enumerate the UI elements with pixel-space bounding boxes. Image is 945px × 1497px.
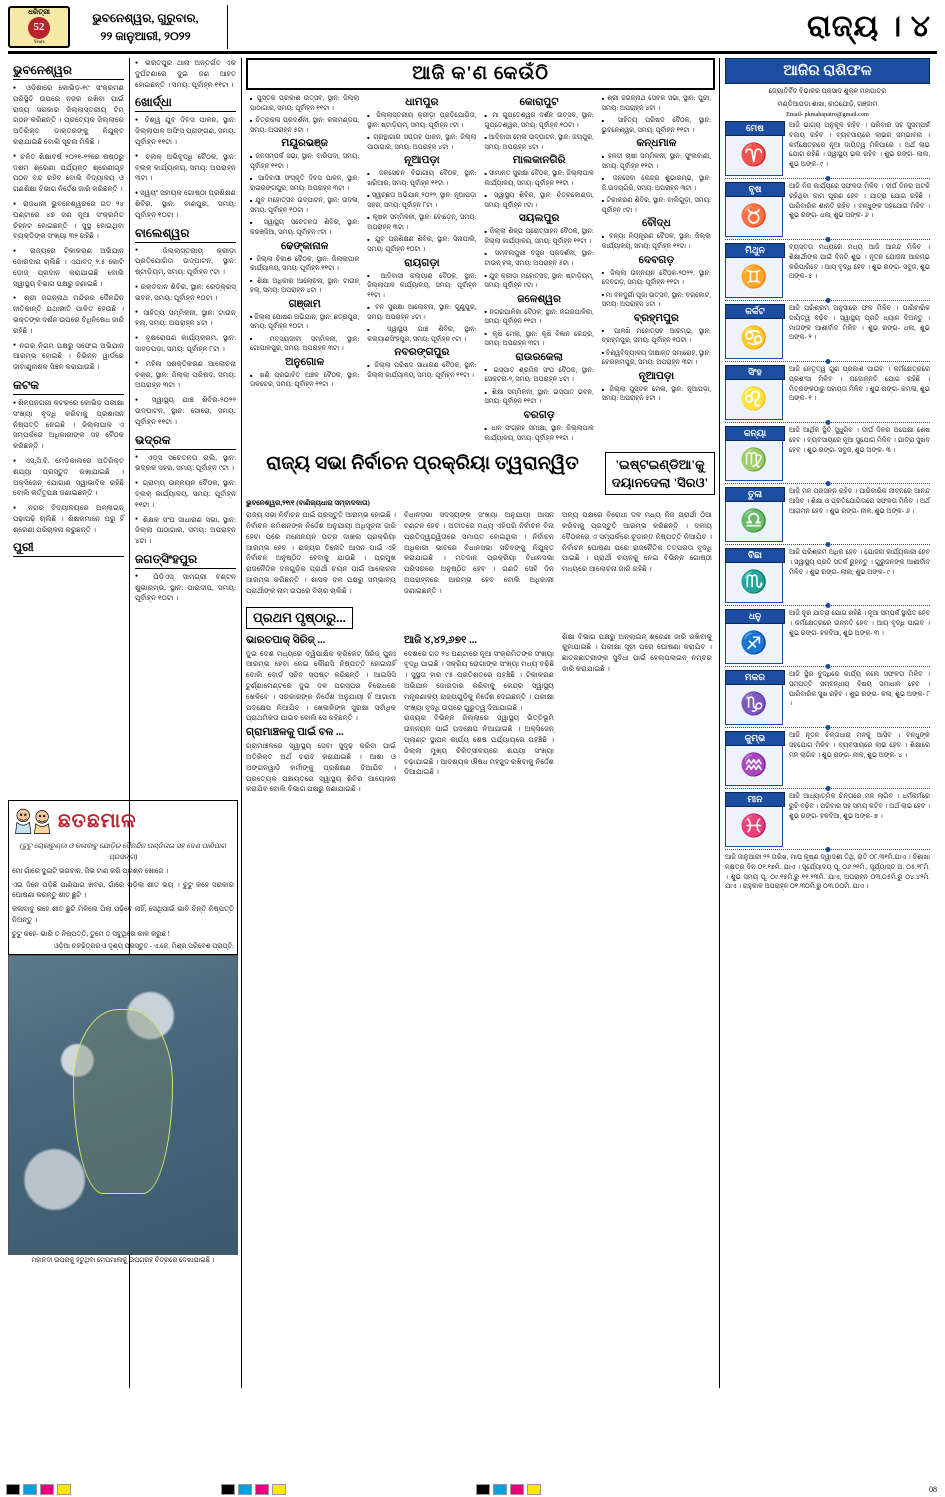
cartoon-box (8, 800, 238, 955)
event-item: ■ ମତ୍ସ୍ୟଜୀବୀ ସମ୍ମିଳନୀ, ସ୍ଥାନ: ଗୋପାଳପୁର, ସମୟ: ଅପରାହ୍ନ ୩ଟା । (250, 335, 359, 354)
swatch-black (221, 1484, 235, 1495)
brief-item: ● ଶିଳ୍ପନଗରୀ କଟକରେ କୋଭିଡ଼ ପରୀକ୍ଷା ସଂଖ୍ୟା ବୃଦ୍ଧି କରିବାକୁ ପ୍ରଶାସନ ନିଷ୍ପତ୍ତି ନେଇଛି । ଜିଲ୍ଲାପାଳ ଏ ସମ୍ପର୍କରେ ଅଧିକାରୀଙ୍କ ସହ ବୈଠକ କରିଛନ୍ତି । (13, 398, 124, 452)
lead-body-columns (246, 510, 715, 596)
sign-name: ମେଷ (725, 121, 785, 136)
divider (725, 727, 930, 728)
newspaper-logo (8, 6, 70, 48)
city-block (13, 63, 124, 373)
city-heading: ଭୁବନେଶ୍ୱର (13, 63, 124, 80)
print-registration-bar (0, 1481, 945, 1497)
section-title: ରାଜ୍ୟ । ୪ (806, 9, 931, 43)
event-item: ■ ଶିକ୍ଷା ଅଧିକାର ଆଲୋଚନା, ସ୍ଥାନ: ଟାଉନ୍ ହଲ୍, ସମୟ: ଅପରାହ୍ନ ୪ଟା । (250, 277, 359, 296)
event-item: ■ ବନ ସୁରକ୍ଷା ଆଲୋଚନା, ସ୍ଥାନ: ଗୁଣୁପୁର, ସମୟ: ଅପରାହ୍ନ ୪ଟା । (367, 303, 476, 322)
sign-badge (725, 121, 785, 176)
event-item: ■ ଶିକ୍ଷା ସମ୍ମିଳନୀ, ସ୍ଥାନ: ଇସ୍‌ପାତ ଭବନ, ସମୟ: ପୂର୍ବାହ୍ନ ୧୧ଟା । (485, 388, 594, 407)
sign-name: ମିଥୁନ (725, 243, 785, 258)
sign-prediction: ଆଜି ମନ ପ୍ରସନ୍ନ ରହିବ । ପାରିବାରିକ ଜୀବନରେ ଆନନ୍ଦ ଆସିବ । ଶିକ୍ଷା ଓ ପ୍ରତିଯୋଗିତାରେ ସଫଳତା ମିଳିବ । ଅର୍ଥ ଆଗମନ ହେବ । ଶୁଭ ରଙ୍ଗ- ନୀଳ, ଶୁଭ ଅଙ୍କ- ୬ । (789, 487, 930, 515)
sign-badge (725, 365, 785, 420)
event-district-heading: ଗଞ୍ଜାମ (288, 298, 321, 310)
sign-name: ମୀନ (725, 792, 785, 807)
sagittarius-icon: ♐ (725, 624, 783, 664)
continued-item-body: ଗ୍ରାମାଞ୍ଚଳରେ ସ୍ୱାସ୍ଥ୍ୟ ସେବା ସୁଦୃଢ଼ କରିବା ପାଇଁ ଅତିରିକ୍ତ ଅର୍ଥ ବରାଦ କରାଯାଇଛି । ଆଶା ଓ ଅଙ୍ଗନୱାଡ଼ି କର୍ମୀଙ୍କୁ ପ୍ରଶିକ୍ଷଣ ଦିଆଯିବ । ପ୍ରତ୍ୟେକ ପଞ୍ଚାୟତରେ ସ୍ୱାସ୍ଥ୍ୟ ଶିବିର ଆୟୋଜନ କରାଯିବ ବୋଲି ବିଭାଗ ପକ୍ଷରୁ ଜଣାଯାଇଛି । (246, 742, 396, 794)
event-district-heading: ନବରଙ୍ଗପୁର (394, 347, 450, 359)
event-item: ■ ଜିଲ୍ଲା ପୁସ୍ତକ ମେଳା, ସ୍ଥାନ: ନୂଆପଡ଼ା, ସମୟ: ଅପରାହ୍ନ ୫ଟା । (602, 385, 711, 404)
sign-badge (725, 426, 785, 481)
event-district-heading: ନୂଆପଡ଼ା (638, 370, 675, 382)
continued-item-body: ଦୁଇ ଦେଶ ମଧ୍ୟରେ ଦ୍ୱିପାକ୍ଷିକ କ୍ରିକେଟ୍ ସିରିଜ୍ ପୁନଃ ଆରମ୍ଭ ହେବା ନେଇ କୌଣସି ନିଷ୍ପତ୍ତି ହୋଇନାହିଁ ବୋଲି ବୋର୍ଡ ସଚିବ ସ୍ପଷ୍ଟ କରିଛନ୍ତି । ଆଇସିସି ଟୁର୍ଣ୍ଣାମେଣ୍ଟରେ ଦୁଇ ଦଳ ପରସ୍ପର ବିରୋଧରେ ଖେଳିବେ । ସରକାରଙ୍କ ନିର୍ଦ୍ଦେଶ ଅନୁଯାୟୀ ହିଁ ଆଗାମୀ ପଦକ୍ଷେପ ନିଆଯିବ । ଖେଳାଳିଙ୍କ ସୁରକ୍ଷା ସର୍ବାଧିକ ପ୍ରାଥମିକତା ପାଇବ ବୋଲି ସେ କହିଛନ୍ତି । (246, 649, 396, 723)
sign-prediction: ଆଜି ସ୍ଥିର ବୁଦ୍ଧିରେ କାର୍ଯ୍ୟ କଲେ ସଫଳତା ମିଳିବ । ସମ୍ପତ୍ତି ସମ୍ବନ୍ଧୀୟ ବିଷୟ ସମାଧାନ ହେବ । ପାରିବାରିକ ସୁଖ ରହିବ । ଶୁଭ ରଙ୍ଗ- କଳା, ଶୁଭ ଅଙ୍କ- ୮ । (789, 670, 930, 708)
horoscope-sign-row (725, 670, 930, 725)
horoscope-sign-row (725, 182, 930, 237)
brief-item: ● ଶ୍ରୀ ଜଗନ୍ନାଥ ମନ୍ଦିରର ଦୈନନ୍ଦିନ ନୀତିକାନ୍ତି ଯଥାରୀତି ପାଳିତ ହେଉଛି । ଭକ୍ତଙ୍କ ଦର୍ଶନ ଉପରେ ବିଧିନିଷେଧ ଜାରି ରହିଛି । (13, 293, 124, 336)
brief-item: ● ପିଡ଼ିଏସ୍ ସାମଗ୍ରୀ ବଣ୍ଟନ ଶୁଭାରମ୍ଭ, ସ୍ଥାନ: ପାରାଦୀପ, ସମୟ: ପୂର୍ବାହ୍ନ ୧୦ଟା । (135, 572, 236, 604)
horoscope-section (720, 58, 935, 1388)
horoscope-list (725, 121, 930, 893)
brief-item: ● ବ୍ଲକ୍ ଅଭିବୃଦ୍ଧି ବୈଠକ, ସ୍ଥାନ: ବ୍ଲକ୍ କାର୍ଯ୍ୟାଳୟ, ସମୟ: ଅପରାହ୍ନ ୩ଟା । (135, 152, 236, 184)
sign-name: ବୃଷ (725, 182, 785, 197)
event-item: ■ ଆଦିବାସୀ ମେଳା ଉଦ୍‌ଘାଟନ, ସ୍ଥାନ: ଜୟପୁର, ସମୟ: ଅପରାହ୍ନ ୪ଟା । (485, 133, 594, 152)
capricorn-icon: ♑ (725, 685, 783, 725)
libra-icon: ♎ (725, 502, 783, 542)
event-item: ■ ଆଦିବାସୀ କଲ୍ୟାଣ ବୈଠକ, ସ୍ଥାନ: ଜିଲ୍ଲାପାଳ କାର୍ଯ୍ୟାଳୟ, ସମୟ: ପୂର୍ବାହ୍ନ ୧୧ଟା । (367, 272, 476, 301)
event-district-heading: କୋରାପୁଟ (519, 97, 559, 108)
divider (725, 422, 930, 423)
horoscope-sign-row (725, 243, 930, 298)
masthead-place: ଭୁବନେଶ୍ୱର, ଗୁରୁବାର, (92, 10, 199, 25)
sign-badge (725, 548, 785, 603)
event-item: ■ ନଗରପାଳିକା ବୈଠକ, ସ୍ଥାନ: ନଗରପାଳିକା, ସମୟ: ପୂର୍ବାହ୍ନ ୧୧ଟା । (485, 308, 594, 327)
color-swatches-3 (476, 1484, 541, 1495)
event-item: ■ ଯୁବ ମହୋତ୍ସବ ଉଦ୍‌ଘାଟନ, ସ୍ଥାନ: ଉଦଳା, ସମୟ: ପୂର୍ବାହ୍ନ ୧୦ଟା । (250, 196, 359, 215)
event-district-heading: ଦେବଗଡ଼ (638, 254, 675, 266)
masthead-dateline (78, 5, 228, 49)
sign-badge (725, 182, 785, 237)
horoscope-sign-row (725, 304, 930, 359)
divider (725, 361, 930, 362)
event-district-heading: ମାଲକାନଗିରି (512, 155, 566, 167)
sign-name: ତୁଳା (725, 487, 785, 502)
masthead (8, 6, 937, 54)
swatch-black (476, 1484, 490, 1495)
events-column (598, 94, 715, 446)
sign-badge (725, 792, 785, 847)
sign-prediction: ଆଜି ଆର୍ଥିକ ସ୍ଥିତି ସୁଧୁରିବ । ଦୀର୍ଘ ଦିନର ଅପେକ୍ଷା ଶେଷ ହେବ । ବ୍ୟବସାୟରେ ନୂଆ ସୁଯୋଗ ମିଳିବ । ଯାତ୍ରା ସୁଖଦ ହେବ । ଶୁଭ ରଙ୍ଗ- ସବୁଜ, ଶୁଭ ଅଙ୍କ- ୩ । (789, 426, 930, 454)
swatch-black (6, 1484, 20, 1495)
event-item: ■ ଗ୍ରନ୍ଥାଗାର ସପ୍ତାହ ପାଳନ, ସ୍ଥାନ: ଜିଲ୍ଲା ପାଠାଗାର, ସମୟ: ଅପରାହ୍ନ ୪ଟା । (367, 133, 476, 152)
city-block (13, 378, 124, 536)
divider (725, 788, 930, 789)
brief-item: ● ସ୍ୱୟଂ ସହାୟକ ଗୋଷ୍ଠୀ ପ୍ରଶିକ୍ଷଣ ଶିବିର, ସ୍ଥାନ: ବାଣପୁର, ସମୟ: ପୂର୍ବାହ୍ନ ୧୦ଟା । (135, 188, 236, 220)
event-item: ■ ଜିଲ୍ଲା ପୋଷଣ ଅଭିଯାନ, ସ୍ଥାନ: ଛତ୍ରପୁର, ସମୟ: ପୂର୍ବାହ୍ନ ୧୦ଟା । (250, 313, 359, 332)
satellite-weather-image (8, 955, 238, 1255)
event-item: ■ ମା ବନଦୁର୍ଗା ପୂଜା ଉତ୍ସବ, ସ୍ଥାନ: ବରକୋଟ, ସମୟ: ଅପରାହ୍ନ ୪ଟା । (602, 291, 711, 310)
masthead-date: ୨୨ ଜାନୁଆରୀ, ୨୦୨୨ (100, 28, 191, 43)
event-item: ■ ଇସ୍‌ପାତ ଶ୍ରମିକ ସଂଘ ବୈଠକ, ସ୍ଥାନ: ସେକ୍ଟର-୨, ସମୟ: ଅପରାହ୍ନ ୪ଟା । (485, 366, 594, 385)
event-item: ■ ଜିଲ୍ଲା ପରିଷଦ ସାଧାରଣ ବୈଠକ, ସ୍ଥାନ: ଜିଲ୍ଲା କାର୍ଯ୍ୟାଳୟ, ସମୟ: ପୂର୍ବାହ୍ନ ୧୧ଟା । (367, 361, 476, 380)
logo-brand-text: ଧରିତ୍ରୀ (28, 7, 50, 16)
swatch-cyan (23, 1484, 37, 1495)
lead-story-section (246, 452, 715, 495)
brief-item: ● ବିଶ୍ୱ ଯୁବ ଦିବସ ପାଳନ, ସ୍ଥାନ: ଜିଲ୍ଲାପାଳ ଅଫିସ୍ ପ୍ରାଙ୍ଗଣ, ସମୟ: ପୂର୍ବାହ୍ନ ୧୧ଟା । (135, 115, 236, 147)
city-heading: ପୁରୀ (13, 540, 124, 557)
brief-item: ● ସ୍ୱାସ୍ଥ୍ୟ ଯାଞ୍ଚ ଶିବିର-୨୦୨୨ ଉଦ୍‌ଘାଟନ, ସ୍ଥାନ: ସୋରୋ, ସମୟ: ପୂର୍ବାହ୍ନ ୧୧ଟା । (135, 395, 236, 427)
swatch-yellow (57, 1484, 71, 1495)
event-item: ■ ସମ୍ବଲପୁରୀ ବସ୍ତ୍ର ପ୍ରଦର୍ଶନୀ, ସ୍ଥାନ: ଟାଉନ୍ ହଲ୍, ସମୟ: ଅପରାହ୍ନ ୫ଟା । (485, 249, 594, 268)
virgo-icon: ♍ (725, 441, 783, 481)
aries-icon: ♈ (725, 136, 783, 176)
cartoon-line: ଚୁଟୁ କହେ- ଭାରି ତ ନିଷ୍ପତ୍ତି, ତୁମେ ତ ସବୁଥିରେ କାଳ କରୁଛ ! (12, 929, 170, 938)
horoscope-sign-row (725, 609, 930, 664)
lead-body-column: ବିଧାନସଭା ସଦସ୍ୟଙ୍କ ସଂଖ୍ୟା ଅନୁଯାୟୀ ଆସନ ବଣ୍ଟନ ହେବ । ଅତୀତରେ ମଧ୍ୟ ଏହିପରି ନିର୍ବାଚନ ବିନା ପ୍ରତିଦ୍ୱନ୍ଦ୍ୱିତାରେ ସମାପ୍ତ ହୋଇଥିଲା । ନିର୍ବାଚନ ଅଧିକାରୀ ଭାବରେ ବିଧାନସଭା ସଚିବଙ୍କୁ ନିଯୁକ୍ତ କରାଯାଇଛି । ମତଦାନ ପ୍ରକ୍ରିୟା ବିଧାନସଭା ପରିସରରେ ଅନୁଷ୍ଠିତ ହେବ । ଗଣତି ସେହି ଦିନ ଅପରାହ୍ନରେ ଆରମ୍ଭ ହେବ ବୋଲି ଅଧିକାରୀ ଜଣାଇଛନ୍ତି । (404, 511, 554, 595)
anniversary-badge: 52 (28, 17, 50, 39)
sign-name: ଧନୁ (725, 609, 785, 624)
event-item: ■ ସାହିତ୍ୟ ପରିଷଦ ବୈଠକ, ସ୍ଥାନ: ଭୁବନେଶ୍ୱର, ସମୟ: ପୂର୍ବାହ୍ନ ୧୧ଟା । (602, 116, 711, 135)
divider (725, 239, 930, 240)
event-item: ■ ପୁସ୍ତକ ପ୍ରକାଶ ଉତ୍ସବ, ସ୍ଥାନ: ଜିଲ୍ଲା ପାଠାଗାର, ସମୟ: ପୂର୍ବାହ୍ନ ୧୧ଟା । (250, 94, 359, 113)
swatch-magenta (510, 1484, 524, 1495)
horoscope-sign-row (725, 548, 930, 603)
brief-item: ● ନଗର ନିଗମ ପକ୍ଷରୁ ସଫେଇ ଅଭିଯାନ ଆରମ୍ଭ ହୋଇଛି । ବିଭିନ୍ନ ୱାର୍ଡରେ ଜୀବାଣୁନାଶକ ସିଞ୍ଚନ କରାଯାଉଛି । (13, 341, 124, 373)
sign-name: ମକର (725, 670, 785, 685)
cartoon-line: କଳାବାବୁ କହେ ଶୀତ ଛୁଟି ମିଳିଲେ ପିଲା ପଢ଼ିବେ ନାହିଁ, ସେଥିପାଇଁ ଭାବି ଚିନ୍ତି ନିଷ୍ପତ୍ତି ନିଅନ୍ତୁ । (12, 905, 234, 925)
sign-prediction: ଆଜି ଭାଗ୍ୟ ଅନୁକୂଳ ରହିବ । ପରିବାର ସହ ସୁସମ୍ପର୍କ ବଜାୟ ରହିବ । ବ୍ୟବସାୟରେ ଲାଭର ସମ୍ଭାବନା । କର୍ମକ୍ଷେତ୍ରରେ ନୂଆ ଦାୟିତ୍ୱ ମିଳିପାରେ । ଅର୍ଥ ଲାଭ ଯୋଗ ରହିଛି । ସ୍ୱାସ୍ଥ୍ୟ ଭଲ ରହିବ । ଶୁଭ ରଙ୍ଗ- ଲାଲ, ଶୁଭ ଅଙ୍କ- ୯ । (789, 121, 930, 169)
lead-body-column: ଅନ୍ୟ ପକ୍ଷରେ ବିରୋଧୀ ଦଳ ମଧ୍ୟ ନିଜ ପ୍ରାର୍ଥୀ ଠିଆ କରିବାକୁ ପ୍ରସ୍ତୁତି ଆରମ୍ଭ କରିଛନ୍ତି । ଦଳୀୟ ବୈଠକରେ ଏ ସମ୍ପର୍କରେ ଚୂଡ଼ାନ୍ତ ନିଷ୍ପତ୍ତି ନିଆଯିବ । ନିର୍ବାଚନ ଘୋଷଣା ପରେ ରାଜନୈତିକ ତତ୍ପରତା ବୃଦ୍ଧି ପାଇଛି । ପ୍ରାର୍ଥୀ ଚୟନକୁ ନେଇ ବିଭିନ୍ନ ଗୋଷ୍ଠୀ ମଧ୍ୟରେ ଆଲୋଚନା ଜାରି ରହିଛି । (562, 511, 712, 574)
event-item: ■ ସୀମାନ୍ତ ସୁରକ୍ଷା ବୈଠକ, ସ୍ଥାନ: ଜିଲ୍ଲାପାଳ କାର୍ଯ୍ୟାଳୟ, ସମୟ: ପୂର୍ବାହ୍ନ ୧୧ଟା । (485, 169, 594, 188)
continued-column (562, 632, 712, 796)
event-district-heading: କନ୍ଧମାଳ (636, 138, 677, 150)
continued-item-body: ରାଜ୍ୟର ବିଭିନ୍ନ ଜିଲ୍ଲାରେ ସ୍ୱାସ୍ଥ୍ୟ ଭିତ୍ତିଭୂମି ଉନ୍ନୟନ ପାଇଁ ପଦକ୍ଷେପ ନିଆଯାଇଛି । ଅକ୍ସିଜେନ୍ ପ୍ଲାଣ୍ଟ ସ୍ଥାପନ କାର୍ଯ୍ୟ ଶେଷ ପର୍ଯ୍ୟାୟରେ ପହଞ୍ଚିଛି । ଜିଲ୍ଲା ମୁଖ୍ୟ ଚିକିତ୍ସାଳୟରେ ଶଯ୍ୟା ସଂଖ୍ୟା ବଢ଼ାଯାଇଛି । ଆବଶ୍ୟକ ଔଷଧ ମହଜୁଦ ରଖିବାକୁ ନିର୍ଦ୍ଦେଶ ଦିଆଯାଇଛି । (404, 714, 554, 777)
swatch-cyan (493, 1484, 507, 1495)
color-swatches-2 (221, 1484, 286, 1495)
continued-item-heading: ଗ୍ରାମାଞ୍ଚଳକୁ ପାଇଁ ବଳ ... (246, 727, 344, 739)
event-item: ■ ଚିତ୍ରକଳା ପ୍ରଦର୍ଶନୀ, ସ୍ଥାନ: କଳାମଣ୍ଡପ, ସମୟ: ଅପରାହ୍ନ ୫ଟା । (250, 116, 359, 135)
city-heading: କଟକ (13, 378, 124, 395)
event-district-heading: ଜଳେଶ୍ୱର (517, 293, 562, 305)
swatch-yellow (272, 1484, 286, 1495)
sign-name: କୁମ୍ଭ (725, 731, 785, 746)
event-district-heading: ବୌଦ୍ଧ (641, 218, 671, 230)
events-columns (246, 94, 715, 446)
continued-columns (246, 632, 715, 796)
brief-item: ● ରାଜ୍ୟରେ ଟିକାକରଣ ଅଭିଯାନ ଜୋରଦାର ଚାଲିଛି । ଏଯାବତ୍ ୨.୫ କୋଟି ଡୋଜ୍ ପ୍ରଦାନ କରାଯାଇଛି ବୋଲି ସ୍ୱାସ୍ଥ୍ୟ ବିଭାଗ ପକ୍ଷରୁ ଜଣାଇଛି । (13, 246, 124, 289)
horoscope-sign-row (725, 426, 930, 481)
event-item: ■ ଜଳସେଚନ ବିଭାଗୀୟ ବୈଠକ, ସ୍ଥାନ: ଖରିଆର, ସମୟ: ପୂର୍ବାହ୍ନ ୧୧ଟା । (367, 169, 476, 188)
brief-item: ● ଶିକ୍ଷକ ସଂଘ ସାଧାରଣ ସଭା, ସ୍ଥାନ: ଜିଲ୍ଲା ପାଠାଗାର, ସମୟ: ଅପରାହ୍ନ ୪ଟା । (135, 515, 236, 547)
sign-name: ସିଂହ (725, 365, 785, 380)
continued-heading: ପ୍ରଥମ ପୃଷ୍ଠାରୁ... (246, 607, 353, 629)
event-district-heading: ଢେଙ୍କାନାଳ (280, 240, 329, 252)
event-district-heading: ନୂଆପଡ଼ା (404, 155, 440, 167)
swatch-magenta (40, 1484, 54, 1495)
divider (725, 544, 930, 545)
taurus-icon: ♉ (725, 197, 783, 237)
anniversary-label: Years (33, 39, 45, 45)
brief-item: ● ମହିଳା ସଶକ୍ତିକରଣ ଆଲୋଚନା ଚକ୍ର, ସ୍ଥାନ: ଜିଲ୍ଲା ପରିଷଦ, ସମୟ: ଅପରାହ୍ନ ୩ଟା । (135, 359, 236, 391)
event-item: ■ ଯୁବ କ୍ରୀଡ଼ା ମହୋତ୍ସବ, ସ୍ଥାନ: ଷ୍ଟାଡ଼ିୟମ୍, ସମୟ: ପୂର୍ବାହ୍ନ ୯ଟା । (485, 272, 594, 291)
brief-item: ● ଏଡ଼୍‌ସ ସଚେତନତା ରାଲି, ସ୍ଥାନ: ଭଦ୍ରକ ସହର, ସମୟ: ପୂର୍ବାହ୍ନ ୯ଟା । (135, 453, 236, 475)
brief-item: ● ଓଡ଼ିଶାରେ କୋଭିଡ଼-୧୯ ସଂକ୍ରମଣ ପରିସ୍ଥିତି ଉପରେ ନଜର ରଖିବା ପାଇଁ ରାଜ୍ୟ ସରକାର ଜିଲ୍ଲାସ୍ତରୀୟ ଟିମ୍ ଗଠନ କରିଛନ୍ତି । ପ୍ରତ୍ୟେକ ଜିଲ୍ଲାରେ ଅତିରିକ୍ତ ଡାକ୍ତରଙ୍କୁ ନିଯୁକ୍ତ କରାଯାଇଛି ବୋଲି ସୂଚନା ମିଳିଛି । (13, 83, 124, 148)
event-item: ■ ଜିଲ୍ଲା ଉନ୍ନୟନ ବୈଠକ-୨୦୨୨, ସ୍ଥାନ: ଦେବଗଡ଼, ସମୟ: ପୂର୍ବାହ୍ନ ୧୧ଟା । (602, 269, 711, 288)
astrologer-name: ଜ୍ୟୋତିର୍ବିଦ ବିଭାକର ପ୍ରସାଦ ଶୁକ୍ଳ ମହାପାତ୍ର (768, 88, 887, 95)
event-district-heading: ସୟଲପୁର (518, 213, 560, 225)
panchanga-footer: ଆଜି ଜାନୁଆରୀ ୨୨ ତାରିଖ, ମାଘ କୃଷ୍ଣ ଦ୍ୱାଦଶୀ ତିଥି, ରାତି ୦୮.୩୧ମି.ଯାଏ । ବିଶାଖା ନକ୍ଷତ୍ର ଦିନ ୦୧.୧୭ମି. ଯାଏ । ସୂର୍ଯ୍ୟୋଦୟ ପୂ. ୦୬.୨୧ମି., ସୂର୍ଯ୍ୟାସ୍ତ ଅ. ୦୫.୨୮ମି. । ଶୁଭ ସମୟ ପୂ. ୦୯.୧୫ମି.ରୁ ୧୧.୨୩ମି. ଯାଏ, ଅପରାହ୍ନ ୦୩.୦୫ମି.ରୁ ୦୪.୪୨ମି. ଯାଏ । ରାହୁକାଳ ଅପରାହ୍ନ ୦୧.୩୦ମି.ରୁ ୦୩.୦୦ମି. ଯାଏ । (725, 853, 930, 891)
event-item: ■ ପାଳଖି ମହୋତ୍ସବ ଆରମ୍ଭ, ସ୍ଥାନ: ବ୍ରହ୍ମପୁର, ସମୟ: ପୂର୍ବାହ୍ନ ୧୦ଟା । (602, 327, 711, 346)
sign-name: କନ୍ୟା (725, 426, 785, 441)
event-item: ■ ଆଦିବାସୀ ସଂସ୍କୃତି ଦିବସ ପାଳନ, ସ୍ଥାନ: ରାଇରଙ୍ଗପୁର, ସମୟ: ଅପରାହ୍ନ ୩ଟା । (250, 174, 359, 193)
events-column (246, 94, 363, 446)
divider (725, 178, 930, 179)
cancer-icon: ♋ (725, 319, 783, 359)
continued-item-body: ଦେଶରେ ଗତ ୨୪ ଘଣ୍ଟାରେ ନୂଆ ସଂକ୍ରମିତଙ୍କ ସଂଖ୍ୟା ବୃଦ୍ଧି ପାଇଛି । ସକ୍ରିୟ ରୋଗୀଙ୍କ ସଂଖ୍ୟା ମଧ୍ୟ ବଢ଼ିଛି । ସୁସ୍ଥତା ହାର ୯୫ ପ୍ରତିଶତରେ ପହଞ୍ଚିଛି । ଟିକାକରଣ ଅଭିଯାନ ଜୋରଦାର କରିବାକୁ କେନ୍ଦ୍ର ସ୍ୱାସ୍ଥ୍ୟ ମନ୍ତ୍ରଣାଳୟ ରାଜ୍ୟଗୁଡ଼ିକୁ ନିର୍ଦ୍ଦେଶ ଦେଇଛନ୍ତି । ପରୀକ୍ଷା ସଂଖ୍ୟା ବୃଦ୍ଧି ଉପରେ ଗୁରୁତ୍ୱ ଦିଆଯାଇଛି । (404, 649, 554, 712)
events-column (363, 94, 480, 446)
city-heading: ଭଦ୍ରକ (135, 433, 236, 450)
leo-icon: ♌ (725, 380, 783, 420)
brief-item: ● ଚଳିତ ଶିକ୍ଷାବର୍ଷ ୨୦୨୧-୨୨ରେ ଷଷ୍ଠରୁ ଦଶମ ଶ୍ରେଣୀ ପର୍ଯ୍ୟନ୍ତ ଶ୍ରେଣୀଗୃହ ପଠନ ବନ୍ଦ ରହିବ ବୋଲି ବିଦ୍ୟାଳୟ ଓ ଗଣଶିକ୍ଷା ବିଭାଗ ନିର୍ଦ୍ଦେଶ ଜାରି କରିଛନ୍ତି । (13, 152, 124, 195)
sign-badge (725, 670, 785, 725)
swatch-yellow (527, 1484, 541, 1495)
pisces-icon: ♓ (725, 807, 783, 847)
event-item: ■ ଧାନ ସଂଗ୍ରହ ସମୀକ୍ଷା, ସ୍ଥାନ: ଜିଲ୍ଲାପାଳ କାର୍ଯ୍ୟାଳୟ, ସମୟ: ପୂର୍ବାହ୍ନ ୧୧ଟା । (485, 424, 594, 443)
event-item: ■ ସ୍ୱାସ୍ଥ୍ୟ ଯାଞ୍ଚ ଶିବିର, ସ୍ଥାନ: କଲ୍ୟାଣସିଂହପୁର, ସମୟ: ପୂର୍ବାହ୍ନ ୯ଟା । (367, 325, 476, 344)
sign-prediction: ଆଜି ନେତୃତ୍ୱ ଗୁଣ ପ୍ରକାଶ ପାଇବ । କର୍ମକ୍ଷେତ୍ରରେ ପ୍ରଶଂସା ମିଳିବ । ପଦୋନ୍ନତି ଯୋଗ ରହିଛି । ମିତ୍ରଙ୍କଠାରୁ ସହାୟତା ମିଳିବ । ଶୁଭ ରଙ୍ଗ- କମଳା, ଶୁଭ ଅଙ୍କ- ୧ । (789, 365, 930, 403)
color-swatches (0, 1484, 71, 1495)
continued-item-body: ଶିକ୍ଷା ବିଭାଗ ପକ୍ଷରୁ ଅନ୍‌ଲାଇନ୍ ଶ୍ରେଣୀ ଜାରି ରଖିବାକୁ କୁହାଯାଇଛି । ପରୀକ୍ଷା ସୂଚୀ ପରେ ଘୋଷଣା କରାଯିବ । ଛାତ୍ରଛାତ୍ରୀଙ୍କ ସୁବିଧା ପାଇଁ ହେଲ୍ପଲାଇନ୍ ନମ୍ବର ଜାରି କରାଯାଇଛି । (562, 632, 712, 673)
event-item: ■ ଖଣି ପ୍ରଭାବିତ ଅଞ୍ଚଳ ବୈଠକ, ସ୍ଥାନ: ତାଳଚେର, ସମୟ: ପୂର୍ବାହ୍ନ ୧୧ଟା । (250, 371, 359, 390)
cartoon-title: ଛତଛମାଳ (58, 809, 137, 832)
event-item: ■ ଜିଲ୍ଲା ଶିଳ୍ପ ପ୍ରୋତ୍ସାହନ ବୈଠକ, ସ୍ଥାନ: ଜିଲ୍ଲା କାର୍ଯ୍ୟାଳୟ, ସମୟ: ପୂର୍ବାହ୍ନ ୧୧ଟା । (485, 227, 594, 246)
horoscope-sign-row (725, 731, 930, 786)
swatch-magenta (255, 1484, 269, 1495)
cartoon-subtitle: (ଚୁଟୁ ଚୋକାଚୁଣ୍ଡା ଓ କଳାବାବୁ ଯୋଡ଼ିର ଦୈନନ୍ଦିନ ପଣ୍ଡିତାଇ ସହ ଦେଶ ପାଣିପାଗ ପ୍ରସଙ୍ଗ) (19, 842, 226, 861)
event-item: ■ ସ୍ୱଚ୍ଛତା ଅଭିଯାନ ୨୦୨୨, ସ୍ଥାନ: ନୂଆପଡ଼ା ସହର, ସମୟ: ପୂର୍ବାହ୍ନ ୮ଟା । (367, 191, 476, 210)
gemini-icon: ♊ (725, 258, 783, 298)
event-district-heading: ବ୍ରହ୍ମପୁର (633, 312, 679, 324)
sign-badge (725, 731, 785, 786)
city-heading: ଖୋର୍ଦ୍ଧା (135, 95, 236, 112)
sign-badge (725, 304, 785, 359)
sign-prediction: ଆଜି ଦୂର ଯାତ୍ରା ଯୋଗ ରହିଛି । ନୂଆ ସମ୍ପର୍କ ସ୍ଥାପିତ ହେବ । କର୍ମକ୍ଷେତ୍ରରେ ଉନ୍ନତି ହେବ । ଆୟ ବୃଦ୍ଧି ପାଇବ । ଶୁଭ ରଙ୍ଗ- ହଳଦିଆ, ଶୁଭ ଅଙ୍କ- ୩ । (789, 609, 930, 637)
india-outline (73, 1009, 173, 1194)
divider (725, 605, 930, 606)
event-item: ■ ଯୁବ ପ୍ରଶିକ୍ଷଣ ଶିବିର, ସ୍ଥାନ: ସିନାପାଲି, ସମୟ: ପୂର୍ବାହ୍ନ ୧୦ଟା । (367, 235, 476, 254)
sign-name: ବିଛା (725, 548, 785, 563)
sign-prediction: ଆଜି ପରିଶ୍ରମ ଅଧିକ ହେବ । ଯୋଜନା କାର୍ଯ୍ୟକାରୀ ହେବ । ସ୍ୱାସ୍ଥ୍ୟ ପ୍ରତି ସତର୍କ ରୁହନ୍ତୁ । ଗୁରୁଜନଙ୍କ ଆଶୀର୍ବାଦ ମିଳିବ । ଶୁଭ ରଙ୍ଗ- ଲାଲ, ଶୁଭ ଅଙ୍କ- ୯ । (789, 548, 930, 576)
cartoon-line: ଏଇ ଦିନେ ପଡ଼ିଛି ପାଣିପାଗ ଖବର, ଗାଁରେ ପଡ଼ିଲା ଶୀତ ଭୟ । ଚୁଟୁ କହେ ସରକାର ଘୋଷଣା କରନ୍ତୁ ଶୀତ ଛୁଟି । (12, 880, 234, 900)
swatch-cyan (238, 1484, 252, 1495)
cartoon-and-weather (8, 800, 238, 1265)
divider (725, 483, 930, 484)
event-district-heading: ରାୟଗଡ଼ା (404, 257, 440, 269)
lead-body-column: ରାଜ୍ୟ ସଭା ନିର୍ବାଚନ ପାଇଁ ପ୍ରସ୍ତୁତି ଆରମ୍ଭ ହୋଇଛି । ନିର୍ବାଚନ କମିଶନଙ୍କ ନିର୍ଦ୍ଦେଶ ଅନୁଯାୟୀ ଅଧିସୂଚନା ଜାରି ହେବା ପରେ ମନୋନୟନ ପତ୍ର ଦାଖଲ ପ୍ରକ୍ରିୟା ଆରମ୍ଭ ହେବ । ରାଜ୍ୟର ତିନୋଟି ଆସନ ପାଇଁ ଏହି ନିର୍ବାଚନ ଅନୁଷ୍ଠିତ ହେବାକୁ ଯାଉଛି । ପ୍ରମୁଖ ରାଜନୈତିକ ଦଳଗୁଡ଼ିକ ପ୍ରାର୍ଥୀ ଚୟନ ପାଇଁ ଆଲୋଚନା ଆରମ୍ଭ କରିଛନ୍ତି । ଶାସକ ଦଳ ପକ୍ଷରୁ ସମ୍ଭାବ୍ୟ ପ୍ରାର୍ଥୀଙ୍କ ନାମ ଉପରେ ବିଚାର ଚାଲିଛି । (246, 511, 396, 595)
divider (725, 849, 930, 850)
event-district-heading: ଧାମପୁର (405, 97, 439, 108)
page-number: 08 (929, 1484, 937, 1494)
event-item: ■ ସ୍ୱାସ୍ଥ୍ୟ ଶିବିର, ସ୍ଥାନ: ଚିତ୍ରକୋଣ୍ଡା, ସମୟ: ପୂର୍ବାହ୍ନ ୯ଟା । (485, 191, 594, 210)
event-item: ■ କୃଷକ ସମ୍ମିଳନୀ, ସ୍ଥାନ: ବୋଡ଼େନ୍, ସମୟ: ଅପରାହ୍ନ ୩ଟା । (367, 213, 476, 232)
event-district-heading: ଅନୁଗୋଳ (285, 356, 325, 368)
lead-dateline: ଭୁବନେଶ୍ୱର,୨୧ା୧ (ବାଣିଜ୍ୟଧାରା ସମ୍ବାଦଦାତା) (246, 499, 370, 508)
astrologer-email[interactable]: Email- pkmahapatro@gmail.com (786, 110, 869, 118)
lead-sidebox: 'ଇଷ୍ଟଇଣ୍ଡିଆ'କୁ ଦୟାନଦେଲା 'ସିରଓ' (605, 452, 715, 495)
event-district-heading: ରାଉରକେଲା (515, 351, 563, 363)
sign-prediction: ଆଜି ଆଧ୍ୟାତ୍ମିକ ଚିନ୍ତାରେ ମନ ଲାଗିବ । ଧର୍ମକର୍ମରେ ରୁଚି ବଢ଼ିବ । ପରିବାର ସହ ସମୟ କଟିବ । ଅର୍ଥ ଲାଭ ହେବ । ଶୁଭ ରଙ୍ଗ- ହଳଦିଆ, ଶୁଭ ଅଙ୍କ- ୭ । (789, 792, 930, 820)
continued-item-heading: ଆଜି ୪,୪୨,୬୭୧ ... (404, 634, 477, 646)
sign-badge (725, 609, 785, 664)
event-item: ■ ଜିଲ୍ଲାସ୍ତରୀୟ କ୍ରୀଡ଼ା ପ୍ରତିଯୋଗିତା, ସ୍ଥାନ: ଷ୍ଟାଡ଼ିୟମ୍, ସମୟ: ପୂର୍ବାହ୍ନ ୯ଟା । (367, 111, 476, 130)
event-item: ■ ହଳଦୀ ଚାଷୀ ସମ୍ମିଳନୀ, ସ୍ଥାନ: ଫୁଲବାଣୀ, ସମୟ: ପୂର୍ବାହ୍ନ ୧୧ଟା । (602, 152, 711, 171)
city-heading: ଜଗତ୍‌ସିଂହପୁର (135, 552, 236, 569)
sign-prediction: ବ୍ୟସ୍ତତା ମଧ୍ୟରେ ମଧ୍ୟ ଆଜି ଆନନ୍ଦ ମିଳିବ । ଶିକ୍ଷାର୍ଥୀଙ୍କ ପାଇଁ ଦିନଟି ଶୁଭ । ନୂତନ ଯୋଜନା ଆରମ୍ଭ କରିପାରିବେ । ଆୟ ବୃଦ୍ଧି ହେବ । ଶୁଭ ରଙ୍ଗ- ସବୁଜ, ଶୁଭ ଅଙ୍କ- ୫ । (789, 243, 930, 281)
event-district-heading: ମୟୂରଭଞ୍ଜ (281, 138, 328, 150)
brief-item: ● ନଗର ବିଦ୍ୟାଳୟରେ ଅନ୍‌ଲାଇନ୍ ପଢ଼ାପଢ଼ି ଚାଲିଛି । ଶିକ୍ଷକମାନେ ଘରୁ ହିଁ ଶ୍ରେଣୀ ପରିଚାଳନା କରୁଛନ୍ତି । (13, 503, 124, 535)
brief-item: ● ରାଜଧାନୀ ଭୁବନେଶ୍ୱରରେ ଗତ ୨୪ ଘଣ୍ଟାରେ ୪୭ ଜଣ ନୂଆ ସଂକ୍ରମିତ ଚିହ୍ନଟ ହୋଇଛନ୍ତି । ସୁସ୍ଥ ହୋଇଥିବା ବ୍ୟକ୍ତିଙ୍କ ସଂଖ୍ୟା ୩୨ ରହିଛି । (13, 199, 124, 242)
event-item: ■ ମା ଗୁପ୍ତେଶ୍ୱର ଦର୍ଶନ ଉତ୍ସବ, ସ୍ଥାନ: ଗୁପ୍ତେଶ୍ୱର, ସମୟ: ପୂର୍ବାହ୍ନ ୧୦ଟା । (485, 111, 594, 130)
sign-badge (725, 243, 785, 298)
event-item: ■ ବିଶ୍ୱବିଦ୍ୟାଳୟ ଦୀକ୍ଷାନ୍ତ ସମାରୋହ, ସ୍ଥାନ: ବେରହାମପୁର, ସମୟ: ଅପରାହ୍ନ ୩ଟା । (602, 349, 711, 368)
sign-prediction: ଆଜି ପରିଶ୍ରମ ଅନୁସାରେ ଫଳ ମିଳିବ । ପାରିବାରିକ ଦାୟିତ୍ୱ ବଢ଼ିବ । ସ୍ୱାସ୍ଥ୍ୟ ପ୍ରତି ଧ୍ୟାନ ଦିଅନ୍ତୁ । ମାତାଙ୍କ ଆଶୀର୍ବାଦ ମିଳିବ । ଶୁଭ ରଙ୍ଗ- ଧଳା, ଶୁଭ ଅଙ୍କ- ୨ । (789, 304, 930, 342)
events-column (481, 94, 598, 446)
continued-column (246, 632, 396, 796)
sign-prediction: ଆଜି ନିଜ କାର୍ଯ୍ୟରେ ସଫଳତା ମିଳିବ । ଦୀର୍ଘ ଦିନର ଅଟକି ରହିଥିବା କାମ ପୂରଣ ହେବ । ଯାତ୍ରା ଯୋଗ ରହିଛି । ପାରିବାରିକ ଶାନ୍ତି ରହିବ । ବନ୍ଧୁଙ୍କ ସହଯୋଗ ମିଳିବ । ଶୁଭ ରଙ୍ଗ- ଧଳା, ଶୁଭ ଅଙ୍କ- ୬ । (789, 182, 930, 220)
events-banner: ଆଜି କ'ଣ କେଉଁଠି (246, 58, 715, 90)
sign-badge (725, 487, 785, 542)
event-item: ■ ଟିକାକରଣ ଶିବିର, ସ୍ଥାନ: ବାଲିଗୁଡ଼ା, ସମୟ: ପୂର୍ବାହ୍ନ ୯ଟା । (602, 196, 711, 215)
divider (725, 300, 930, 301)
astrologer-address: ମଣ୍ଡିଆପଡ଼ା ଶାଖା, କାଠଯୋଡ଼ି, ଗଞ୍ଜାମ (777, 100, 878, 108)
brief-item: ● ଜିଲ୍ଲାସ୍ତରୀୟ କ୍ରୀଡ଼ା ପ୍ରତିଯୋଗିତା ଉଦ୍‌ଘାଟନ, ସ୍ଥାନ: ଷ୍ଟାଡ଼ିୟମ୍, ସମୟ: ପୂର୍ବାହ୍ନ ୯ଟା । (135, 246, 236, 278)
continued-item-heading: ଭାରତପାକ୍ ସିରିଜ୍ ... (246, 634, 326, 646)
cartoon-credit: ଓଡ଼ିଆ ଚଳଚ୍ଚିତ୍ରର ଓ ଦୃଶ୍ୟ ପ୍ରସ୍ତୁତ - ଏ.କେ. ମିଶ୍ର ପରିବେଶ ପ୍ରାପ୍ତି: (54, 942, 234, 950)
brief-item: ● ଗ୍ରାମ୍ୟ ଉନ୍ନୟନ ବୈଠକ, ସ୍ଥାନ: ବ୍ଲକ୍ କାର୍ଯ୍ୟାଳୟ, ସମୟ: ପୂର୍ବାହ୍ନ ୧୧ଟା । (135, 478, 236, 510)
event-district-heading: ବରଗଡ଼ (523, 410, 555, 422)
sign-name: କର୍କଟ (725, 304, 785, 319)
aquarius-icon: ♒ (725, 746, 783, 786)
horoscope-sign-row (725, 487, 930, 542)
brief-item: ● ଭରତପୁର ଥାନା ଅନ୍ତର୍ଗତ ଏକ ଦୁର୍ଘଟଣାରେ ଦୁଇ ଜଣ ଆହତ ହୋଇଛନ୍ତି । ସମୟ: ପୂର୍ବାହ୍ନ ୧୧ଟା । (135, 58, 236, 90)
horoscope-sign-row (725, 365, 930, 420)
events-listing-section (242, 58, 720, 1388)
brief-item: ● ସାହିତ୍ୟ ସମ୍ମିଳନୀ, ସ୍ଥାନ: ଟାଉନ୍ ହଲ୍, ସମୟ: ଅପରାହ୍ନ ୪ଟା । (135, 308, 236, 330)
city-block (13, 540, 124, 557)
event-item: ■ ସ୍ୱାସ୍ଥ୍ୟ ସଚେତନତା ଶିବିର, ସ୍ଥାନ: କରଞ୍ଜିଆ, ସମୟ: ପୂର୍ବାହ୍ନ ୯ଟା । (250, 218, 359, 237)
city-heading: ବାଲେଶ୍ୱର (135, 226, 236, 243)
horoscope-sign-row (725, 121, 930, 176)
horoscope-sign-row (725, 792, 930, 847)
satellite-image-caption: ମହାନଦୀ ଉପରକୁ ହଟୁଥିବା ମେଘମାଳାକୁ ଉପଗ୍ରହ ଚିତ୍ରରେ ଦେଖାଯାଇଛି । (31, 1256, 215, 1264)
brief-item: ● ବୃକ୍ଷରୋପଣ କାର୍ଯ୍ୟକ୍ରମ, ସ୍ଥାନ: ସାହଡ଼ପଡ଼ା, ସମୟ: ପୂର୍ବାହ୍ନ ୮ଟା । (135, 333, 236, 355)
scorpio-icon: ♏ (725, 563, 783, 603)
lead-headline: ରାଜ୍ୟ ସଭା ନିର୍ବାଚନ ପ୍ରକ୍ରିୟା ତ୍ୱରାନ୍ୱିତ (266, 453, 579, 475)
cartoon-line: ମୋ ଗାଁରେ ଦୁଇଟି ଭଗବାନ, ଜିଭ ଟାଣ କରି ପ୍ରଶ୍ନ ଖୋଜେ । (12, 866, 169, 875)
event-item: ■ ଜିଲ୍ଲା ବିକାଶ ବୈଠକ, ସ୍ଥାନ: ଜିଲ୍ଲାପାଳ କାର୍ଯ୍ୟାଳୟ, ସମୟ: ପୂର୍ବାହ୍ନ ୧୧ଟା । (250, 255, 359, 274)
divider (725, 666, 930, 667)
event-item: ■ ଜନସମ୍ପର୍କ ସଭା, ସ୍ଥାନ: ବାରିପଦା, ସମୟ: ପୂର୍ବାହ୍ନ ୧୧ଟା । (250, 152, 359, 171)
continued-column (404, 632, 554, 796)
sign-prediction: ଆଜି ନୂତନ ଚିନ୍ତାଧାରା ମନକୁ ଆସିବ । ବନ୍ଧୁଙ୍କ ସହଯୋଗ ମିଳିବ । ବ୍ୟବସାୟରେ ଲାଭ ହେବ । ଶିକ୍ଷାରେ ମନ ଲାଗିବ । ଶୁଭ ରଙ୍ଗ- ନୀଳ, ଶୁଭ ଅଙ୍କ- ୪ । (789, 731, 930, 759)
event-item: ■ ଜନସେବା କେନ୍ଦ୍ର ଶୁଭାରମ୍ଭ, ସ୍ଥାନ: ଜି.ଉଦୟଗିରି, ସମୟ: ଅପରାହ୍ନ ୩ଟା । (602, 174, 711, 193)
continued-section (246, 603, 715, 796)
brief-item: ● ରକ୍ତଦାନ ଶିବିର, ସ୍ଥାନ: ରେଡ଼୍‌କ୍ରସ୍ ଭବନ, ସମୟ: ପୂର୍ବାହ୍ନ ୧୦ଟା । (135, 282, 236, 304)
cartoon-characters-icon (12, 804, 54, 838)
event-item: ■ କୃଷି ମେଳା, ସ୍ଥାନ: କୃଷି ବିଜ୍ଞାନ କେନ୍ଦ୍ର, ସମୟ: ଅପରାହ୍ନ ୩ଟା । (485, 330, 594, 349)
brief-item: ● ଏସ୍.ସି.ବି. ମେଡ଼ିକାଲରେ ଅତିରିକ୍ତ ଶଯ୍ୟା ପ୍ରସ୍ତୁତ ରଖାଯାଇଛି । ଅକ୍ସିଜେନ୍ ଯୋଗାଣ ସ୍ୱାଭାବିକ ରହିଛି ବୋଲି କର୍ତ୍ତୃପକ୍ଷ ଜଣାଇଛନ୍ତି । (13, 456, 124, 499)
event-item: ■ ଶ୍ରୀ ଜଗନ୍ନାଥ ସେବକ ସଭା, ସ୍ଥାନ: ପୁରୀ, ସମୟ: ଅପରାହ୍ନ ୪ଟା । (602, 94, 711, 113)
event-item: ■ ବନ୍ୟା ନିୟନ୍ତ୍ରଣ ବୈଠକ, ସ୍ଥାନ: ଜିଲ୍ଲା କାର୍ଯ୍ୟାଳୟ, ସମୟ: ପୂର୍ବାହ୍ନ ୧୧ଟା । (602, 232, 711, 251)
horoscope-title: ଆଜିର ରାଶିଫଳ (725, 58, 930, 84)
